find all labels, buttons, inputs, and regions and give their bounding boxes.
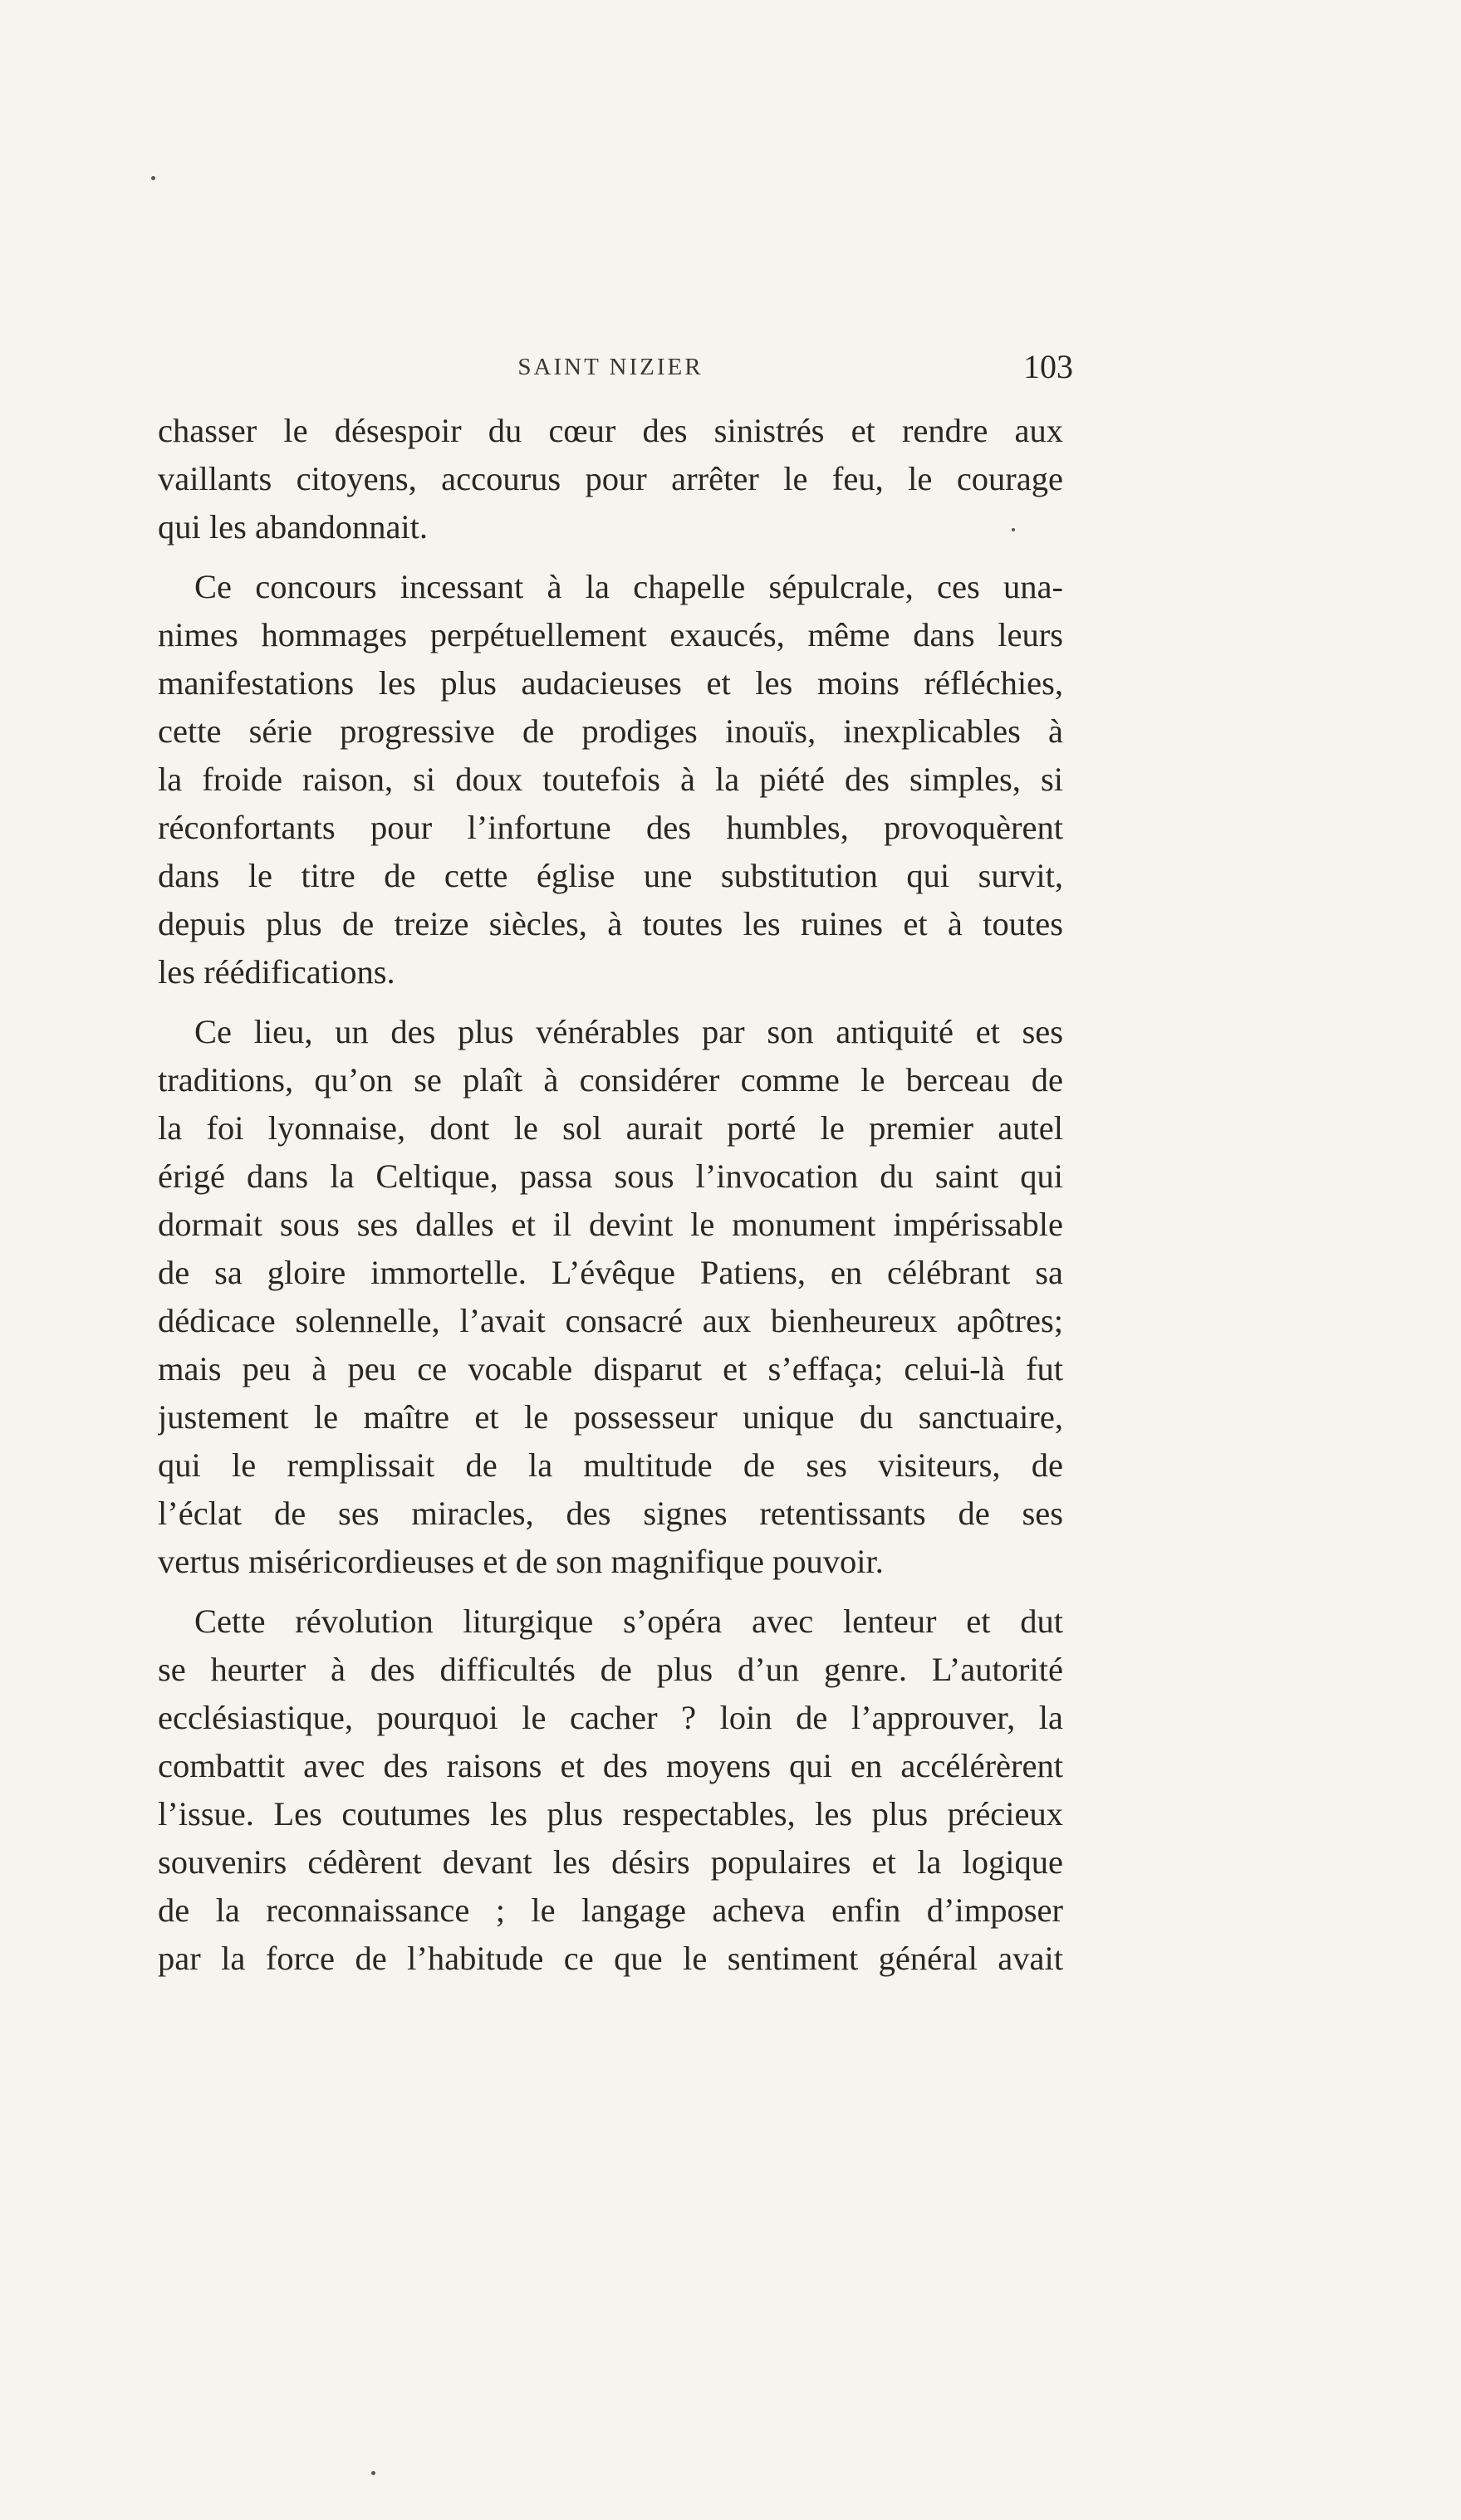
page-number: 103 — [1023, 348, 1073, 385]
paragraph — [158, 1008, 1063, 1586]
text-line: par la force de l’habitude ce que le sentiment général avait — [158, 1940, 1063, 1977]
text-line: de la reconnaissance ; le langage acheva enfin d’imposer — [158, 1891, 1063, 1929]
text-line: les réédifications. — [158, 953, 395, 991]
text-line: Ce concours incessant à la chapelle sépulcrale, ces una- — [194, 568, 1063, 605]
text-line: l’issue. Les coutumes les plus respectables, les plus précieux — [158, 1795, 1063, 1833]
text-line: justement le maître et le possesseur unique du sanctuaire, — [158, 1398, 1063, 1436]
text-line: dédicace solennelle, l’avait consacré aux bienheureux apôtres; — [158, 1302, 1063, 1339]
scan-speck — [151, 176, 155, 180]
scan-speck — [1012, 528, 1015, 531]
text-line: dans le titre de cette église une substitution qui survit, — [158, 857, 1063, 894]
running-title: SAINT NIZIER — [517, 354, 704, 380]
text-line: dormait sous ses dalles et il devint le monument impérissable — [158, 1206, 1063, 1243]
text-line: traditions, qu’on se plaît à considérer comme le berceau de — [158, 1061, 1063, 1099]
text-line: cette série progressive de prodiges inouïs, inexplicables à — [158, 712, 1063, 750]
paragraph — [158, 563, 1063, 996]
text-line: vertus miséricordieuses et de son magnifique pouvoir. — [158, 1543, 884, 1580]
text-line: réconfortants pour l’infortune des humbles, provoquèrent — [158, 809, 1063, 846]
text-line: la froide raison, si doux toutefois à la piété des simples, si — [158, 761, 1063, 798]
text-line: de sa gloire immortelle. L’évêque Patiens, en célébrant sa — [158, 1254, 1063, 1291]
body-text — [158, 407, 1063, 1994]
scan-speck — [371, 2471, 375, 2475]
text-line: nimes hommages perpétuellement exaucés, même dans leurs — [158, 616, 1063, 653]
text-line: combattit avec des raisons et des moyens qui en accélérèrent — [158, 1747, 1063, 1784]
page-header — [158, 347, 1073, 397]
text-line: qui les abandonnait. — [158, 508, 429, 546]
text-line: Ce lieu, un des plus vénérables par son antiquité et ses — [194, 1013, 1063, 1050]
paragraph — [158, 1598, 1063, 1983]
text-line: Cette révolution liturgique s’opéra avec lenteur et dut — [194, 1603, 1063, 1640]
text-line: l’éclat de ses miracles, des signes retentissants de ses — [158, 1495, 1063, 1532]
text-line: érigé dans la Celtique, passa sous l’invocation du saint qui — [158, 1157, 1063, 1195]
text-line: vaillants citoyens, accourus pour arrêter le feu, le courage — [158, 460, 1063, 497]
text-line: chasser le désespoir du cœur des sinistrés et rendre aux — [158, 412, 1063, 449]
text-line: qui le remplissait de la multitude de ses visiteurs, de — [158, 1446, 1063, 1484]
paragraph — [158, 407, 1063, 551]
text-line: depuis plus de treize siècles, à toutes les ruines et à toutes — [158, 905, 1063, 942]
text-line: la foi lyonnaise, dont le sol aurait porté le premier autel — [158, 1109, 1063, 1147]
text-line: se heurter à des difficultés de plus d’un genre. L’autorité — [158, 1651, 1063, 1688]
text-line: mais peu à peu ce vocable disparut et s’effaça; celui-là fut — [158, 1350, 1063, 1387]
text-line: ecclésiastique, pourquoi le cacher ? loin de l’approuver, la — [158, 1699, 1063, 1736]
text-line: manifestations les plus audacieuses et les moins réfléchies, — [158, 664, 1063, 702]
text-line: souvenirs cédèrent devant les désirs populaires et la logique — [158, 1843, 1063, 1881]
